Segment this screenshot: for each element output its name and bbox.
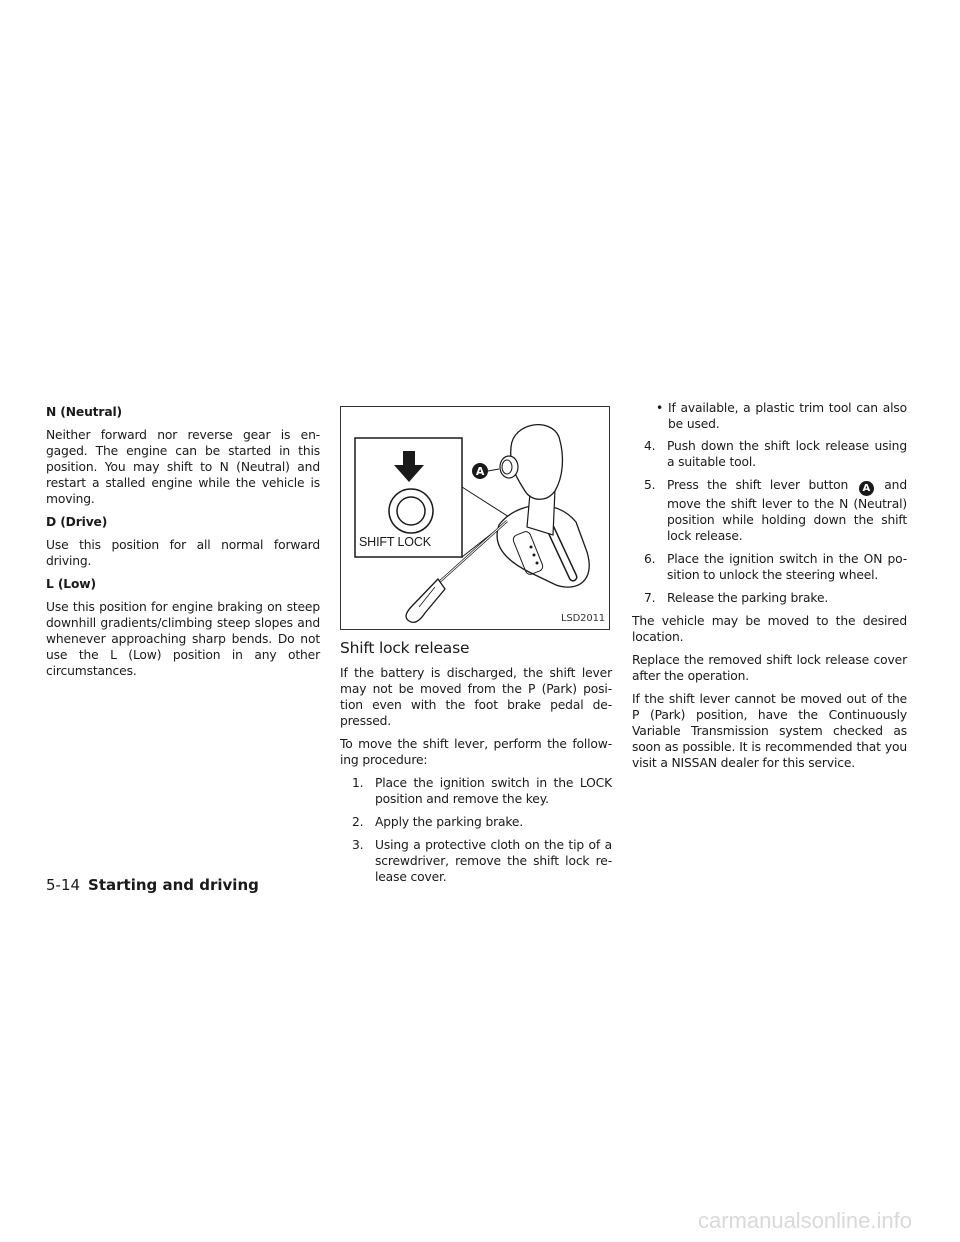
trim-tool-bullet: • If available, a plastic trim tool can also be used. — [656, 401, 907, 431]
step-1: 1. Place the ignition switch in the LOCK position and remove the key. — [352, 776, 612, 806]
callout-a: A — [475, 465, 485, 478]
procedure-steps — [340, 775, 612, 885]
step-3: 3. Using a protective cloth on the tip of a screwdriver, remove the shift lock re-lease cover. — [352, 838, 612, 884]
shift-lock-label: SHIFT LOCK — [359, 535, 431, 549]
low-heading: L (Low) — [46, 577, 96, 591]
para-moved: The vehicle may be moved to the desired location. — [632, 614, 907, 644]
para-replace: Replace the removed shift lock release cover after the operation. — [632, 653, 907, 683]
neutral-text: Neither forward nor reverse gear is en-gaged. The engine can be started in this position. You may shift to N (Neutral) and restart a stalled engine while the vehicle is moving. — [46, 428, 320, 506]
column-2 — [340, 400, 612, 892]
watermark: carmanualsonline.info — [697, 1208, 912, 1233]
neutral-heading: N (Neutral) — [46, 405, 123, 419]
step-7: 7. Release the parking brake. — [644, 591, 829, 605]
procedure-intro: To move the shift lever, perform the follow-ing procedure: — [340, 737, 612, 767]
callout-a-badge: A — [859, 481, 874, 496]
page-number: 5-14 — [46, 876, 81, 894]
figure-code: LSD2011 — [560, 613, 605, 624]
shift-lever-illustration — [341, 407, 609, 629]
shift-lock-figure — [340, 406, 610, 630]
section-title: Shift lock release — [340, 639, 470, 657]
step-2: 2. Apply the parking brake. — [352, 815, 524, 829]
para-dealer: If the shift lever cannot be moved out of the P (Park) position, have the Continuously Variable Transmission system checked as soon as possible. It is recommended that you visit a NISSAN dealer for this service. — [632, 692, 907, 770]
intro-text: If the battery is discharged, the shift lever may not be moved from the P (Park) posi-tion even with the foot brake pedal de-pressed. — [340, 666, 612, 728]
chapter-title: Starting and driving — [88, 876, 259, 894]
drive-heading: D (Drive) — [46, 515, 108, 529]
column-3 — [632, 400, 907, 778]
low-text: Use this position for engine braking on steep downhill gradients/climbing steep slopes and whenever approaching sharp bends. Do not use the L (Low) position in any other circumstances. — [46, 600, 320, 678]
column-1 — [46, 400, 320, 686]
step-5: 5. Press the shift lever button A and move the shift lever to the N (Neutral) position while holding down the shift lock release. — [644, 478, 907, 543]
drive-text: Use this position for all normal forward driving. — [46, 538, 320, 568]
page-footer — [46, 876, 259, 894]
step-6: 6. Place the ignition switch in the ON po-sition to unlock the steering wheel. — [644, 552, 907, 582]
step-4: 4. Push down the shift lock release using a suitable tool. — [644, 439, 907, 469]
